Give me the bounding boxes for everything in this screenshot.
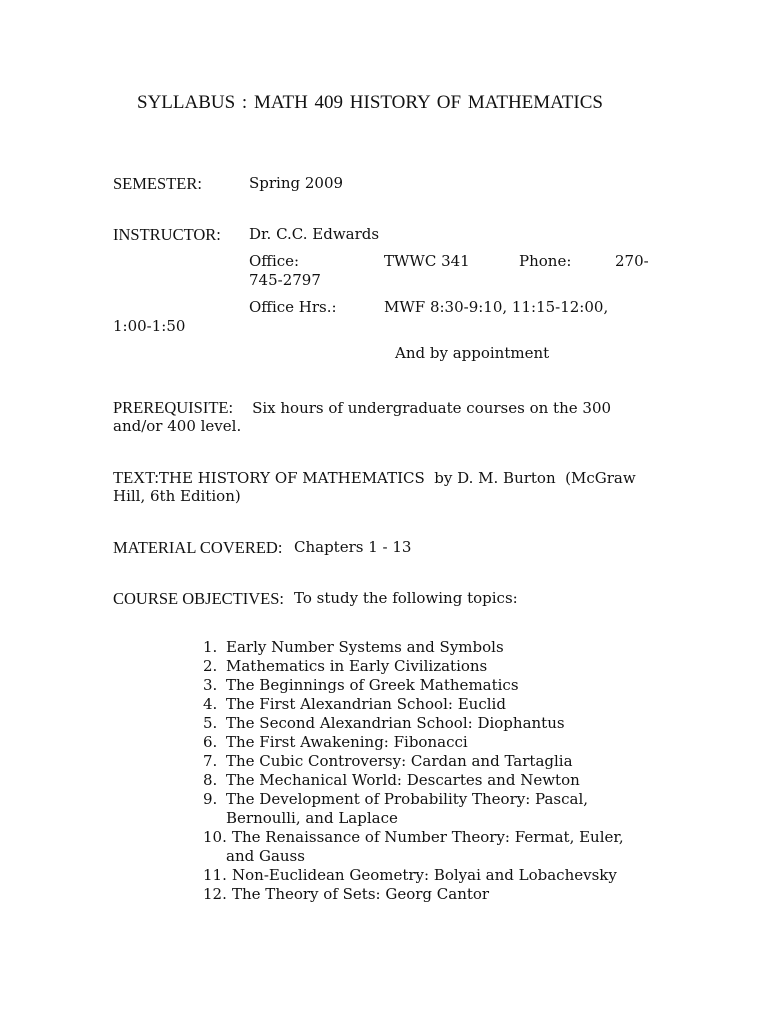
list-number: 5. xyxy=(203,714,218,732)
list-text: Non-Euclidean Geometry: Bolyai and Lobachevsky xyxy=(232,866,617,884)
topic-list xyxy=(203,638,624,904)
material-value: Chapters 1 - 13 xyxy=(294,538,412,556)
list-number: 3. xyxy=(203,676,218,694)
list-number: 9. xyxy=(203,790,218,808)
list-text: The First Alexandrian School: Euclid xyxy=(226,695,506,713)
list-text: The Second Alexandrian School: Diophantus xyxy=(226,714,565,732)
list-item xyxy=(203,657,624,676)
list-text: Early Number Systems and Symbols xyxy=(226,638,504,656)
list-item-continuation: Bernoulli, and Laplace xyxy=(226,809,398,827)
list-item xyxy=(203,695,624,714)
phone-label: Phone: xyxy=(519,252,572,270)
list-item xyxy=(203,638,624,657)
office-value: TWWC 341 xyxy=(384,252,470,270)
list-text: The First Awakening: Fibonacci xyxy=(226,733,468,751)
office-hours-label: Office Hrs.: xyxy=(249,298,337,316)
office-label: Office: xyxy=(249,252,300,270)
text-label: TEXT: xyxy=(113,468,159,487)
list-item xyxy=(203,771,624,790)
list-item xyxy=(203,828,624,847)
semester-label: SEMESTER: xyxy=(113,174,202,193)
list-text: The Theory of Sets: Georg Cantor xyxy=(232,885,490,903)
prerequisite-text-cont: and/or 400 level. xyxy=(113,417,242,435)
office-hours-value: MWF 8:30-9:10, 11:15-12:00, xyxy=(384,298,609,316)
phone-value-start: 270- xyxy=(615,252,649,270)
appointment-note: And by appointment xyxy=(395,344,550,362)
prerequisite-line xyxy=(113,398,611,418)
list-item xyxy=(203,752,624,771)
instructor-name: Dr. C.C. Edwards xyxy=(249,225,380,243)
phone-value-end: 745-2797 xyxy=(249,271,321,289)
list-text: The Cubic Controversy: Cardan and Tartaglia xyxy=(226,752,573,770)
list-text: The Mechanical World: Descartes and Newton xyxy=(226,771,580,789)
prerequisite-text: Six hours of undergraduate courses on the 300 xyxy=(252,399,612,417)
list-text: The Beginnings of Greek Mathematics xyxy=(226,676,519,694)
list-text: The Renaissance of Number Theory: Fermat, Euler, xyxy=(232,828,624,846)
text-book-cont: Hill, 6th Edition) xyxy=(113,487,241,505)
list-number: 10. xyxy=(203,828,227,846)
text-book: THE HISTORY OF MATHEMATICS by D. M. Burton (McGraw xyxy=(158,469,636,487)
list-item xyxy=(203,885,624,904)
list-number: 8. xyxy=(203,771,218,789)
list-text: Mathematics in Early Civilizations xyxy=(226,657,488,675)
list-number: 2. xyxy=(203,657,218,675)
list-number: 7. xyxy=(203,752,218,770)
list-number: 4. xyxy=(203,695,218,713)
list-item-continuation: and Gauss xyxy=(226,847,305,865)
list-item xyxy=(203,714,624,733)
list-number: 11. xyxy=(203,866,227,884)
office-hours-value-cont: 1:00-1:50 xyxy=(113,317,186,335)
prerequisite-label: PREREQUISITE: xyxy=(113,398,234,417)
list-item xyxy=(203,676,624,695)
list-item xyxy=(203,733,624,752)
objectives-value: To study the following topics: xyxy=(294,589,518,607)
list-number: 6. xyxy=(203,733,218,751)
objectives-label: COURSE OBJECTIVES: xyxy=(113,589,284,608)
list-text: The Development of Probability Theory: Pascal, xyxy=(226,790,589,808)
text-line xyxy=(113,468,636,488)
semester-value: Spring 2009 xyxy=(249,174,344,192)
instructor-label: INSTRUCTOR: xyxy=(113,225,221,244)
page-title: SYLLABUS : MATH 409 HISTORY OF MATHEMATICS xyxy=(137,92,603,113)
list-item xyxy=(203,790,624,809)
list-item xyxy=(203,866,624,885)
list-number: 1. xyxy=(203,638,218,656)
list-number: 12. xyxy=(203,885,227,903)
material-label: MATERIAL COVERED: xyxy=(113,538,283,557)
